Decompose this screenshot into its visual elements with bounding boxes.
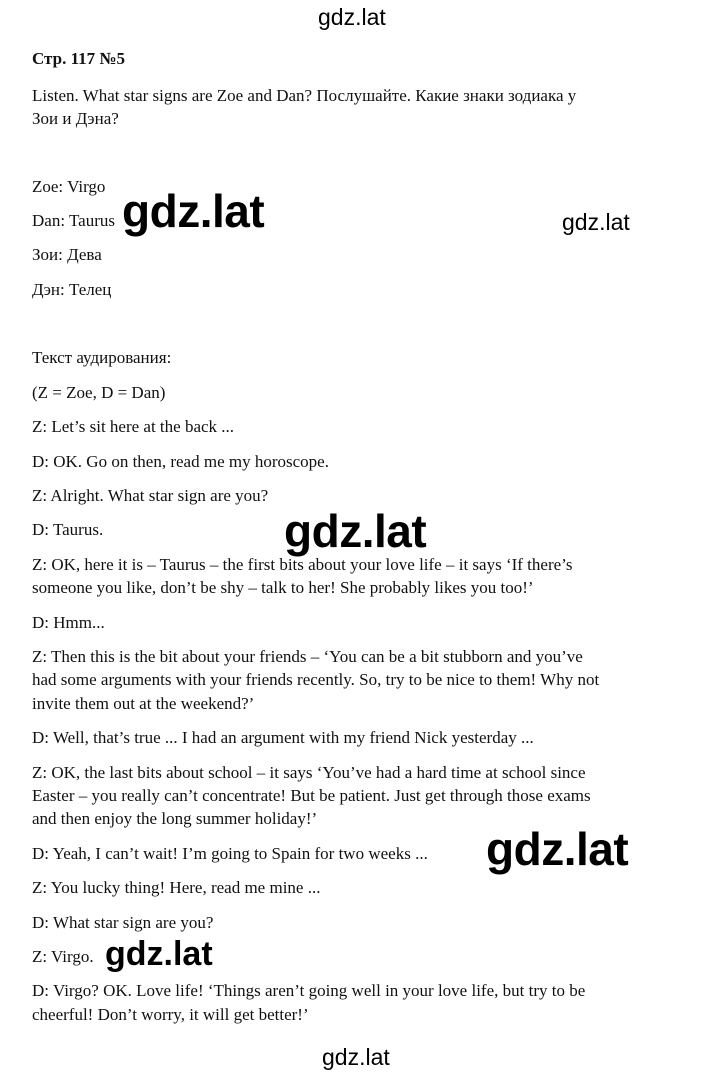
transcript-line: and then enjoy the long summer holiday!’: [32, 809, 318, 828]
transcript-line: Easter – you really can’t concentrate! But be patient. Just get through those exams: [32, 786, 591, 805]
transcript-line: D: Yeah, I can’t wait! I’m going to Spain for two weeks ...: [32, 844, 428, 863]
transcript-title: Текст аудирования:: [32, 348, 172, 367]
transcript-line: someone you like, don’t be shy – talk to her! She probably likes you too!’: [32, 578, 534, 597]
answer-dan-ru: Дэн: Телец: [32, 280, 112, 299]
answer-dan-en: Dan: Taurus: [32, 211, 116, 230]
transcript-line: Z: Virgo.: [32, 947, 94, 966]
transcript-line: cheerful! Don’t worry, it will get better!’: [32, 1005, 309, 1024]
task-line-2: Зои и Дэна?: [32, 109, 119, 128]
watermark-overlay: gdz.lat: [486, 823, 629, 875]
watermark-overlay: gdz.lat: [122, 185, 265, 237]
transcript-line: invite them out at the weekend?’: [32, 694, 255, 713]
transcript-line: D: OK. Go on then, read me my horoscope.: [32, 452, 329, 471]
transcript-line: D: Well, that’s true ... I had an argument with my friend Nick yesterday ...: [32, 728, 534, 747]
page-heading: Стр. 117 №5: [32, 49, 125, 68]
transcript-line: Z: Alright. What star sign are you?: [32, 486, 269, 505]
transcript-line: D: Taurus.: [32, 520, 104, 539]
transcript-line: Z: You lucky thing! Here, read me mine ...: [32, 878, 321, 897]
watermark-bottom: gdz.lat: [322, 1044, 390, 1070]
transcript-line: D: Hmm...: [32, 613, 105, 632]
transcript-line: Z: Let’s sit here at the back ...: [32, 417, 235, 436]
watermark-right: gdz.lat: [562, 209, 630, 235]
transcript-line: D: What star sign are you?: [32, 913, 214, 932]
watermark-overlay: gdz.lat: [105, 935, 213, 973]
answer-zoe-ru: Зои: Дева: [32, 245, 102, 264]
transcript-line: Z: OK, the last bits about school – it says ‘You’ve had a hard time at school since: [32, 763, 586, 782]
watermark-top: gdz.lat: [318, 4, 386, 30]
task-line-1: Listen. What star signs are Zoe and Dan? Послушайте. Какие знаки зодиака у: [32, 86, 577, 105]
transcript-line: (Z = Zoe, D = Dan): [32, 383, 166, 402]
transcript-line: D: Virgo? OK. Love life! ‘Things aren’t going well in your love life, but try to be: [32, 981, 586, 1000]
transcript-line: had some arguments with your friends recently. So, try to be nice to them! Why not: [32, 670, 600, 689]
watermark-overlay: gdz.lat: [284, 505, 427, 557]
transcript-line: Z: Then this is the bit about your friends – ‘You can be a bit stubborn and you’ve: [32, 647, 583, 666]
answer-zoe-en: Zoe: Virgo: [32, 177, 106, 196]
transcript-line: Z: OK, here it is – Taurus – the first bits about your love life – it says ‘If there’s: [32, 555, 573, 574]
